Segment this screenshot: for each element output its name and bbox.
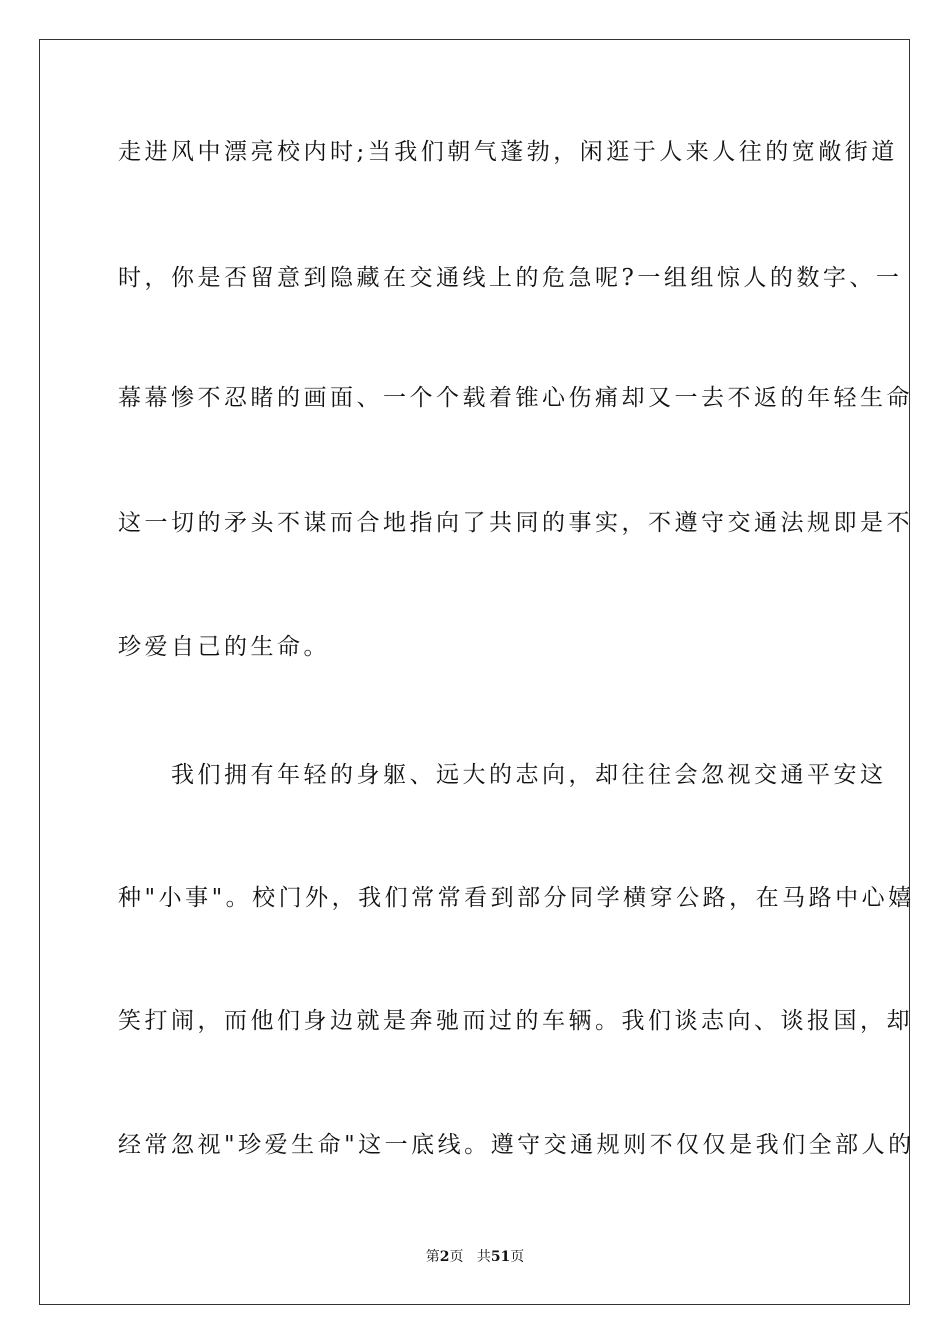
page-footer bbox=[0, 1248, 950, 1266]
footer-total-prefix: 共 bbox=[476, 1249, 491, 1265]
body-line-3: 幕幕惨不忍睹的画面、一个个载着锥心伤痛却又一去不返的年轻生命 bbox=[118, 385, 913, 411]
body-line-8: 笑打闹，而他们身边就是奔驰而过的车辆。我们谈志向、谈报国，却 bbox=[118, 1008, 913, 1034]
page-frame bbox=[39, 39, 915, 1305]
body-line-4: 这一切的矛头不谋而合地指向了共同的事实，不遵守交通法规即是不 bbox=[118, 510, 913, 536]
body-line-1: 走进风中漂亮校内时;当我们朝气蓬勃，闲逛于人来人往的宽敞街道 bbox=[118, 139, 898, 165]
footer-total-suffix: 页 bbox=[510, 1249, 525, 1265]
footer-page-number: 2 bbox=[439, 1249, 450, 1265]
body-line-5: 珍爱自己的生命。 bbox=[118, 634, 330, 660]
body-line-6: 我们拥有年轻的身躯、远大的志向，却往往会忽视交通平安这 bbox=[118, 762, 887, 788]
body-line-9: 经常忽视"珍爱生命"这一底线。遵守交通规则不仅仅是我们全部人的 bbox=[118, 1132, 915, 1158]
footer-page-suffix: 页 bbox=[449, 1249, 464, 1265]
body-line-7: 种"小事"。校门外，我们常常看到部分同学横穿公路，在马路中心嬉 bbox=[118, 885, 915, 911]
footer-total-pages: 51 bbox=[490, 1249, 511, 1265]
body-line-2: 时，你是否留意到隐藏在交通线上的危急呢?一组组惊人的数字、一 bbox=[118, 265, 903, 291]
footer-page-prefix: 第 bbox=[425, 1249, 440, 1265]
